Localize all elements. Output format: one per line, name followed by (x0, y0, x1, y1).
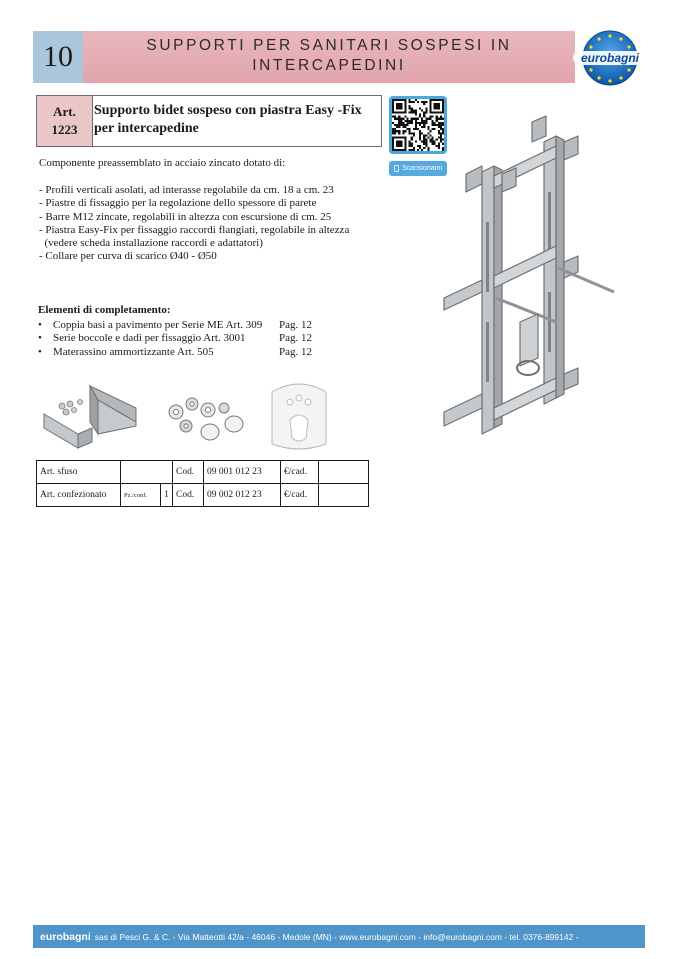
table-cell-unit: €/cad. (281, 461, 319, 484)
damping-mat-image (268, 374, 330, 454)
completion-item-page: Pag. 12 (279, 319, 312, 331)
table-cell-cod-label: Cod. (173, 461, 204, 484)
table-cell-unit: €/cad. (281, 484, 319, 507)
completion-list (38, 319, 312, 359)
phone-icon (394, 165, 399, 172)
footer-brand: eurobagni (40, 930, 91, 943)
completion-item-label: Serie boccole e dadi per fissaggio Art. 3001 (53, 332, 246, 345)
table-cell-type: Art. sfuso (37, 461, 121, 484)
bullet: • (38, 332, 42, 345)
table-row (37, 484, 369, 507)
bushings-nuts-image (162, 392, 252, 450)
article-code: 1223 (51, 122, 78, 137)
page-title-line-1: SUPPORTI PER SANITARI SOSPESI IN (146, 37, 512, 54)
table-row (37, 461, 369, 484)
completion-item (38, 346, 312, 359)
feature-list (39, 184, 369, 264)
logo-text: eurobagni (580, 51, 640, 65)
codes-table (36, 460, 369, 507)
table-cell-cod-label: Cod. (173, 484, 204, 507)
article-box (36, 95, 382, 147)
scan-button-label: Scansionami (401, 165, 443, 172)
table-cell-code: 09 001 012 23 (204, 461, 281, 484)
feature-item: - Piastra Easy-Fix per fissaggio raccordi flangiati, regolabile in altezza (39, 223, 350, 236)
completion-item-page: Pag. 12 (279, 332, 312, 345)
footer-contact: sas di Pesci G. & C. - Via Matteotti 42/a - 46046 - Medole (MN) - www.eurobagni.com - info@eurobagni.com - tel. 0376-899142 - (94, 931, 579, 942)
footer-bar (33, 925, 645, 948)
article-title-line-1: Supporto bidet sospeso con piastra Easy -Fix (94, 103, 362, 118)
table-cell-price (319, 461, 369, 484)
bullet: • (38, 319, 42, 331)
completion-item (38, 332, 312, 345)
table-cell-pack-label: Pz./conf. (121, 484, 161, 507)
bullet: • (38, 345, 42, 358)
completion-item-page: Pag. 12 (279, 345, 312, 358)
article-title-line-2: per intercapedine (94, 121, 199, 136)
page-title (83, 36, 575, 76)
page-number: 10 (33, 31, 83, 83)
table-cell-pack-qty: 1 (161, 484, 173, 507)
feature-item: - Profili verticali asolati, ad interasse regolabile da cm. 18 a cm. 23 (39, 184, 334, 196)
completion-item-label: Materassino ammortizzante Art. 505 (53, 345, 214, 358)
table-cell-type: Art. confezionato (37, 484, 121, 507)
feature-item: - Piastre di fissaggio per la regolazione dello spessore di parete (39, 197, 317, 210)
qr-code-pattern (392, 99, 444, 151)
feature-item: (vedere scheda installazione raccordi e adattatori) (39, 237, 263, 250)
feature-item: - Barre M12 zincate, regolabili in altezza con escursione di cm. 25 (39, 210, 332, 223)
product-drawing (438, 112, 618, 442)
eurobagni-logo (571, 29, 649, 87)
article-label: Art. (53, 104, 76, 119)
article-code-cell (37, 96, 93, 146)
completion-item-label: Coppia basi a pavimento per Serie ME Art. 309 (53, 319, 263, 331)
table-cell-price (319, 484, 369, 507)
article-title (94, 102, 379, 138)
table-cell-code: 09 002 012 23 (204, 484, 281, 507)
completion-item (38, 319, 312, 332)
description-intro: Componente preassemblato in acciaio zincato dotato di: (39, 157, 286, 169)
floor-base-image (40, 378, 144, 454)
completion-title: Elementi di completamento: (38, 304, 171, 316)
table-cell-pack (121, 461, 173, 484)
feature-item: - Collare per curva di scarico Ø40 - Ø50 (39, 250, 217, 263)
page-title-line-2: INTERCAPEDINI (252, 57, 406, 74)
